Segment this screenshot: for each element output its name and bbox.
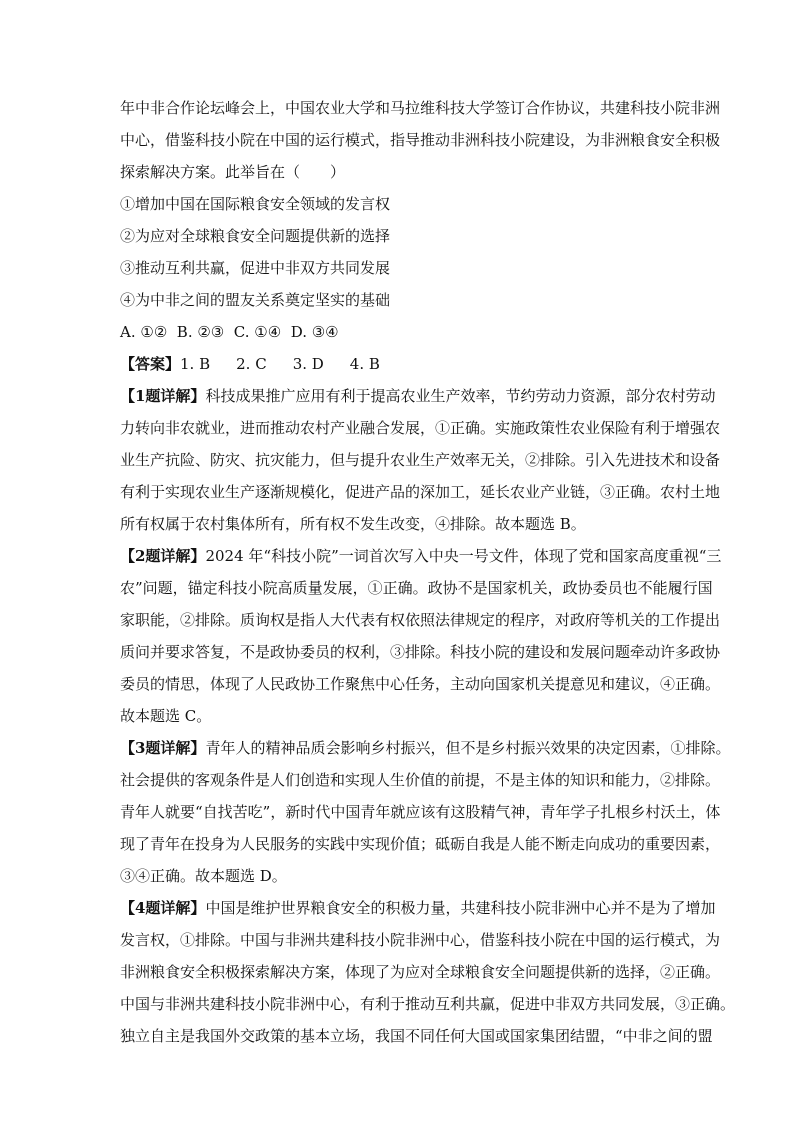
stem-line: 中心，借鉴科技小院在中国的运行模式，指导推动非洲科技小院建设，为非洲粮食安全积极 <box>120 131 721 149</box>
choices-line: A. ①② B. ②③ C. ①④ D. ③④ <box>120 323 339 341</box>
explanation-line: 业生产抗险、防灾、抗灾能力，但与提升农业生产效率无关，②排除。引入先进技术和设备 <box>120 451 721 469</box>
answer-item: 4. B <box>349 355 380 373</box>
explanation-line: 独立自主是我国外交政策的基本立场，我国不同任何大国或国家集团结盟，“中非之间的盟 <box>120 1027 713 1045</box>
explanation-line: 家职能，②排除。质询权是指人大代表有权依照法律规定的程序，对政府等机关的工作提出 <box>120 611 721 629</box>
explanation-line <box>120 540 722 572</box>
explanation-line: 非洲粮食安全积极探索解决方案，体现了为应对全球粮食安全问题提供新的选择，②正确。 <box>120 963 721 981</box>
question-options <box>120 188 680 316</box>
explanation-line: 现了青年在投身为人民服务的实践中实现价值；砥砺自我是人能不断走向成功的重要因素， <box>120 835 721 853</box>
option-item: ③推动互利共赢，促进中非双方共同发展 <box>120 259 391 277</box>
explanation-line <box>120 380 716 412</box>
answer-label: 【答案】 <box>120 355 181 373</box>
explanation-text: 青年人的精神品质会影响乡村振兴，但不是乡村振兴效果的决定因素，①排除。 <box>205 739 731 757</box>
explanation-tag: 【3题详解】 <box>120 739 206 757</box>
answer-line <box>120 348 680 380</box>
explanation-line: 委员的情思，体现了人民政协工作聚焦中心任务，主动向国家机关提意见和建议，④正确。 <box>120 675 721 693</box>
explanation-line: 社会提供的客观条件是人们创造和实现人生价值的前提，不是主体的知识和能力，②排除。 <box>120 771 721 789</box>
option-item: ④为中非之间的盟友关系奠定坚实的基础 <box>120 291 391 309</box>
question-choices <box>120 316 680 348</box>
explanation-line: 中国与非洲共建科技小院非洲中心，有利于推动互利共赢，促进中非双方共同发展，③正确。 <box>120 995 736 1013</box>
question-stem <box>120 92 721 188</box>
answer-key <box>120 348 680 380</box>
explanation-line: ③④正确。故本题选 D。 <box>120 867 287 885</box>
explanation-text: 2024 年“科技小院”一词首次写入中央一号文件，体现了党和国家高度重视“三 <box>205 547 722 565</box>
explanation-text: 科技成果推广应用有利于提高农业生产效率，节约劳动力资源，部分农村劳动 <box>205 387 716 405</box>
option-item: ②为应对全球粮食安全问题提供新的选择 <box>120 227 391 245</box>
answer-item: 2. C <box>236 355 267 373</box>
explanation-text: 中国是维护世界粮食安全的积极力量，共建科技小院非洲中心并不是为了增加 <box>205 899 716 917</box>
explanation-2 <box>120 540 722 732</box>
explanation-line: 青年人就要“自找苦吃”，新时代中国青年就应该有这股精气神，青年学子扎根乡村沃土，体 <box>120 803 721 821</box>
explanation-line: 力转向非农就业，进而推动农村产业融合发展，①正确。实施政策性农业保险有利于增强农 <box>120 419 721 437</box>
explanation-line: 有利于实现农业生产逐渐规模化，促进产品的深加工，延长农业产业链，③正确。农村土地 <box>120 483 721 501</box>
explanation-tag: 【4题详解】 <box>120 899 206 917</box>
explanation-line: 发言权，①排除。中国与非洲共建科技小院非洲中心，借鉴科技小院在中国的运行模式，为 <box>120 931 721 949</box>
explanation-tag: 【2题详解】 <box>120 547 206 565</box>
explanation-line <box>120 732 731 764</box>
explanation-line: 故本题选 C。 <box>120 707 212 725</box>
explanation-4 <box>120 892 736 1052</box>
stem-line: 探索解决方案。此举旨在（ ） <box>120 163 346 181</box>
explanation-line: 农”问题，锚定科技小院高质量发展，①正确。政协不是国家机关，政协委员也不能履行国 <box>120 579 713 597</box>
document-page <box>120 92 736 1052</box>
explanation-line <box>120 892 716 924</box>
answer-item: 3. D <box>292 355 324 373</box>
stem-line: 年中非合作论坛峰会上，中国农业大学和马拉维科技大学签订合作协议，共建科技小院非洲 <box>120 99 721 117</box>
explanation-3 <box>120 732 731 892</box>
answer-item: 1. B <box>180 355 211 373</box>
explanation-1 <box>120 380 721 540</box>
explanation-tag: 【1题详解】 <box>120 387 206 405</box>
explanation-line: 所有权属于农村集体所有，所有权不发生改变，④排除。故本题选 B。 <box>120 515 586 533</box>
option-item: ①增加中国在国际粮食安全领域的发言权 <box>120 195 391 213</box>
explanation-line: 质问并要求答复，不是政协委员的权利，③排除。科技小院的建设和发展问题牵动许多政协 <box>120 643 721 661</box>
